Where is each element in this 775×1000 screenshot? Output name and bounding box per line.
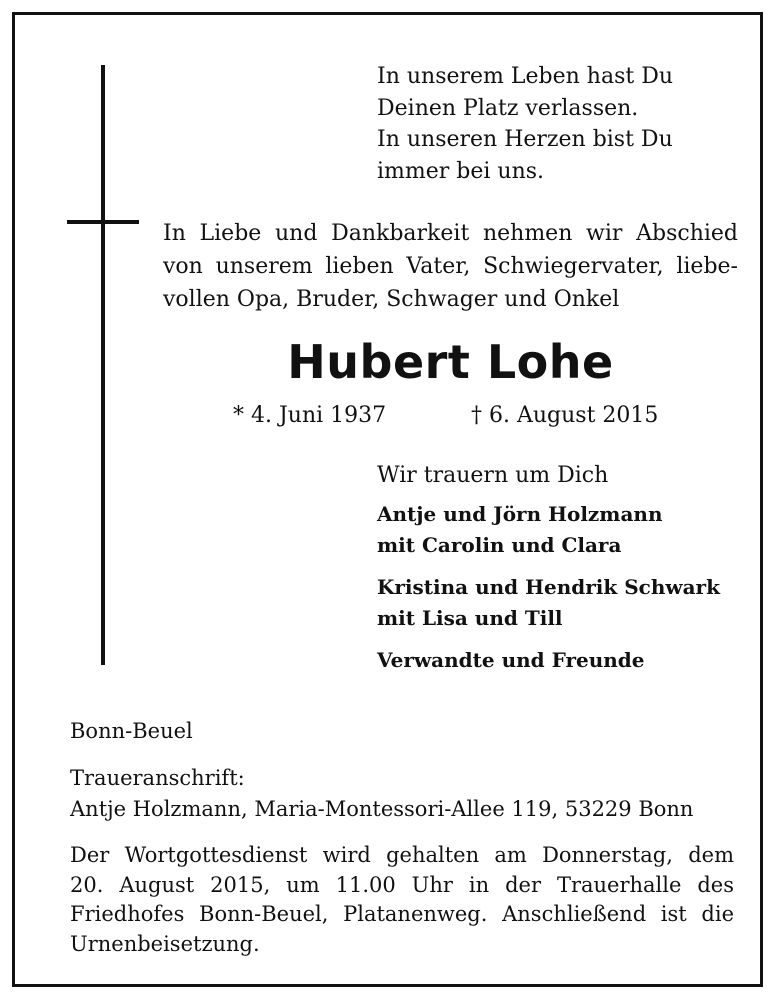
deceased-name: Hubert Lohe <box>287 335 614 389</box>
mourner-others: Verwandte und Freunde <box>377 648 645 672</box>
poem-line: Deinen Platz verlassen. <box>377 95 639 121</box>
obituary-notice <box>12 12 763 987</box>
address-label: Traueranschrift: <box>70 766 245 790</box>
death-date: † 6. August 2015 <box>471 403 659 428</box>
poem-line: immer bei uns. <box>377 158 545 184</box>
mourner-line: mit Carolin und Clara <box>377 533 622 557</box>
service-line: 20. August 2015, um 11.00 Uhr in der Trauerhalle des <box>70 872 734 897</box>
service-line: Friedhofes Bonn-Beuel, Platanenweg. Anschließend ist die <box>70 902 734 926</box>
intro-text <box>163 217 738 316</box>
poem-line: In unserem Leben hast Du <box>377 64 674 89</box>
place-name: Bonn-Beuel <box>70 719 193 743</box>
intro-line: von unserem lieben Vater, Schwiegervater, liebe- <box>163 254 738 279</box>
address-value: Antje Holzmann, Maria-Montessori-Allee 119, 53229 Bonn <box>70 797 694 821</box>
mourner-family-2 <box>377 572 720 634</box>
poem-line: In unseren Herzen bist Du <box>377 127 673 152</box>
service-line: Der Wortgottesdienst wird gehalten am Donnerstag, dem <box>70 843 734 867</box>
mourning-address <box>70 763 693 825</box>
mourner-line: Kristina und Hendrik Schwark <box>377 575 720 599</box>
service-line: Urnenbeisetzung. <box>70 931 260 956</box>
memorial-poem <box>377 61 673 187</box>
mourner-family-1 <box>377 499 663 561</box>
cross-icon-horizontal <box>67 220 139 224</box>
mourners-heading: Wir trauern um Dich <box>377 463 609 488</box>
birth-date: * 4. Juni 1937 <box>233 403 387 428</box>
mourner-line: mit Lisa und Till <box>377 606 563 630</box>
service-info <box>70 841 734 959</box>
cross-icon-vertical <box>101 65 105 665</box>
intro-line: vollen Opa, Bruder, Schwager und Onkel <box>163 287 620 312</box>
mourner-line: Antje und Jörn Holzmann <box>377 502 663 526</box>
intro-line: In Liebe und Dankbarkeit nehmen wir Abschied <box>163 221 738 246</box>
